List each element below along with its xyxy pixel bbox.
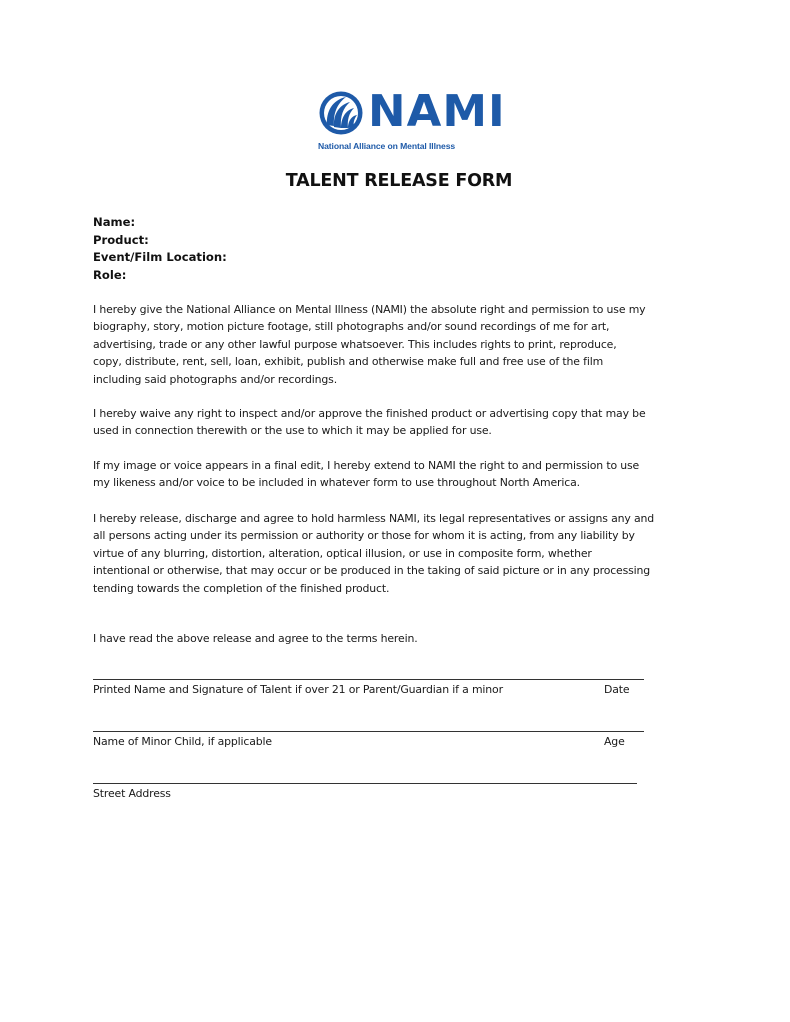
signature-label: Printed Name and Signature of Talent if over 21 or Parent/Guardian if a minor [93, 683, 503, 696]
field-location-label: Event/Film Location: [93, 250, 227, 264]
logo-tagline: National Alliance on Mental Illness [318, 141, 456, 151]
text-line: biography, story, motion picture footage, still photographs and/or sound recordings of me for art, [93, 320, 610, 334]
text-line: intentional or otherwise, that may occur or be produced in the taking of said picture or in any processing [93, 564, 651, 578]
paragraph-likeness [93, 457, 713, 492]
minor-name-label: Name of Minor Child, if applicable [93, 735, 272, 748]
paragraph-grant-rights [93, 301, 713, 388]
street-address-label: Street Address [93, 787, 171, 800]
minor-name-line[interactable] [93, 731, 644, 732]
paragraph-release-liability [93, 510, 713, 597]
field-role-label: Role: [93, 267, 127, 282]
text-line: all persons acting under its permission or authority or those for whom it is acting, from any liability by [93, 529, 635, 543]
paragraph-agreement [93, 630, 713, 647]
logo-wordmark: NAMI [368, 86, 506, 137]
paragraph-waive-inspection [93, 405, 713, 440]
text-line: my likeness and/or voice to be included in whatever form to use throughout North America. [93, 476, 580, 490]
date-label: Date [604, 683, 630, 696]
age-label: Age [604, 735, 625, 748]
text-line: I hereby release, discharge and agree to hold harmless NAMI, its legal representatives or assigns any and [93, 512, 654, 525]
text-line: If my image or voice appears in a final edit, I hereby extend to NAMI the right to and permission to use [93, 459, 640, 472]
nami-logo [318, 86, 506, 152]
text-line: used in connection therewith or the use to which it may be applied for use. [93, 424, 492, 438]
text-line: I hereby waive any right to inspect and/or approve the finished product or advertising copy that may be [93, 407, 646, 420]
field-name-label: Name: [93, 215, 136, 229]
text-line: copy, distribute, rent, sell, loan, exhibit, publish and otherwise make full and free use of the film [93, 355, 604, 369]
text-line: I hereby give the National Alliance on Mental Illness (NAMI) the absolute right and permission to use my [93, 303, 646, 316]
street-address-line[interactable] [93, 783, 637, 784]
text-line: virtue of any blurring, distortion, alteration, optical illusion, or use in composite form, whether [93, 546, 592, 560]
nami-swirl-logo-icon [318, 90, 364, 136]
page-title: TALENT RELEASE FORM [285, 171, 513, 191]
field-product-label: Product: [93, 232, 149, 247]
text-line: tending towards the completion of the finished product. [93, 581, 390, 595]
text-line: including said photographs and/or recordings. [93, 372, 338, 386]
text-line: advertising, trade or any other lawful purpose whatsoever. This includes rights to print, reproduce, [93, 337, 617, 351]
form-fields [93, 214, 227, 284]
signature-line[interactable] [93, 679, 644, 680]
text-line: I have read the above release and agree to the terms herein. [93, 632, 418, 645]
